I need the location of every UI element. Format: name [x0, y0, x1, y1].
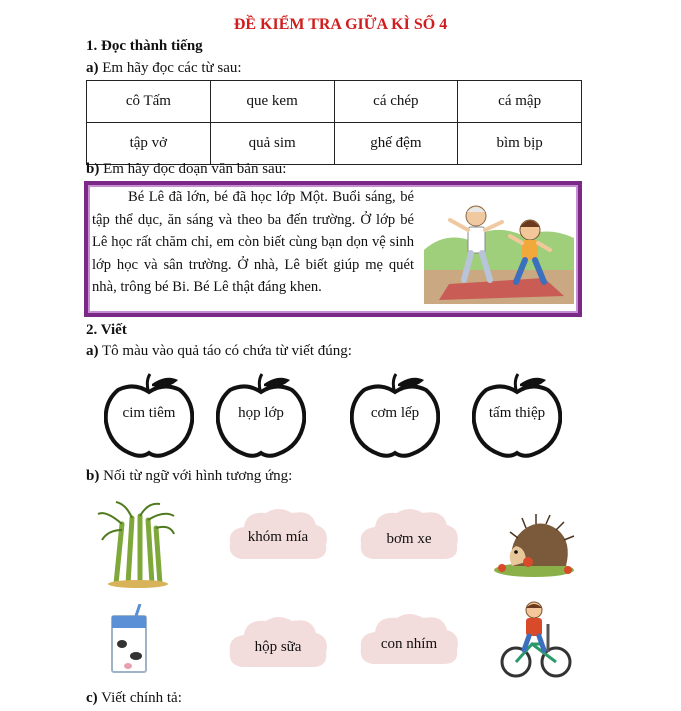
sugarcane-image[interactable] — [96, 500, 176, 588]
table-row — [87, 81, 582, 123]
table-cell: cá mập — [458, 81, 582, 123]
instruction-text: Tô màu vào quả táo có chứa từ viết đúng: — [101, 343, 352, 359]
hedgehog-image[interactable] — [492, 512, 576, 578]
section-1b-instruction — [86, 161, 286, 178]
table-cell: tập vở — [87, 123, 211, 165]
section-2-heading: 2. Viết — [86, 322, 127, 338]
instruction-text: Em hãy đọc các từ sau: — [102, 60, 242, 76]
word-cloud-1[interactable] — [226, 505, 330, 569]
table-cell: bìm bịp — [458, 123, 582, 165]
cloud-word: bơm xe — [386, 531, 432, 547]
bicycle-pump-image[interactable] — [498, 600, 572, 680]
apple-word: tấm thiệp — [488, 405, 546, 421]
table-cell: cá chép — [334, 81, 458, 123]
table-cell: cô Tấm — [87, 81, 211, 123]
table-cell: quả sim — [210, 123, 334, 165]
part-marker: c) — [86, 690, 98, 706]
section-2c-instruction — [86, 690, 182, 707]
instruction-text: Nối từ ngữ với hình tương ứng: — [103, 468, 293, 484]
reading-passage — [92, 186, 414, 299]
apple-option-1[interactable] — [104, 372, 194, 458]
section-2b-instruction — [86, 468, 292, 485]
apple-option-3[interactable] — [350, 372, 440, 458]
part-marker: a) — [86, 343, 99, 359]
apple-word: họp lớp — [238, 405, 284, 421]
instruction-text: Viết chính tả: — [101, 690, 182, 706]
page-title: ĐỀ KIỂM TRA GIỮA KÌ SỐ 4 — [233, 16, 448, 33]
part-marker: a) — [86, 60, 99, 76]
part-marker: b) — [86, 468, 100, 484]
section-2a-instruction — [86, 343, 352, 360]
apple-word: cim tiêm — [122, 405, 176, 421]
part-marker: b) — [86, 161, 100, 177]
milk-box-image[interactable] — [108, 604, 150, 674]
word-cloud-4[interactable] — [357, 610, 461, 674]
section-1-heading: 1. Đọc thành tiếng — [86, 38, 203, 54]
cloud-word: con nhím — [380, 636, 438, 652]
word-cloud-3[interactable] — [226, 613, 330, 677]
table-cell: ghế đệm — [334, 123, 458, 165]
apple-option-4[interactable] — [472, 372, 562, 458]
apple-word: cơm lếp — [370, 405, 420, 421]
word-cloud-2[interactable] — [357, 505, 461, 569]
table-row — [87, 123, 582, 165]
cloud-word: khóm mía — [247, 529, 309, 545]
word-table — [86, 80, 582, 165]
passage-text: Bé Lê đã lớn, bé đã học lớp Một. Buổi sáng, bé tập thể dục, ăn sáng và theo ba đến trường. Ở lớp bé Lê học rất chăm chỉ, em còn biết cùng bạn dọn vệ sinh lớp học và sân trường. Ở nhà, Lê biết giúp mẹ quét nhà, trông bé Bi. Bé Lê thật đáng khen. — [92, 189, 414, 296]
section-1a-instruction — [86, 60, 242, 77]
table-cell: que kem — [210, 81, 334, 123]
cloud-word: hộp sữa — [254, 639, 302, 655]
exercise-illustration — [424, 192, 574, 304]
instruction-text: Em hãy đọc đoạn văn bản sau: — [103, 161, 287, 177]
apple-option-2[interactable] — [216, 372, 306, 458]
